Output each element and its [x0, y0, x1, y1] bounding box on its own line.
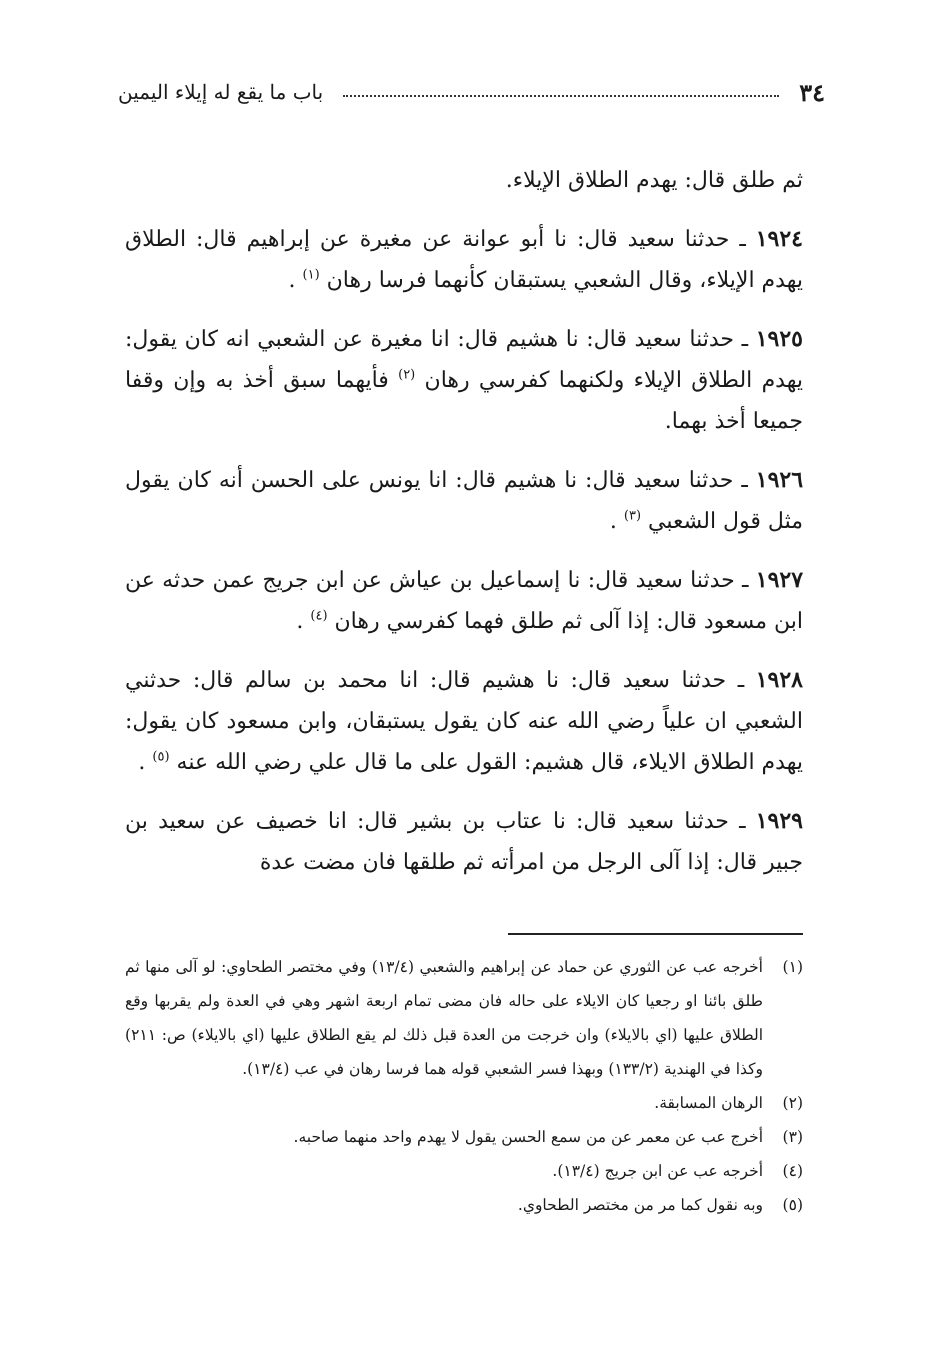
- hadith-tail: .: [288, 268, 296, 293]
- footnote: [125, 950, 803, 1086]
- hadith-paragraph: [125, 219, 803, 301]
- footnotes: [125, 950, 803, 1222]
- footnote-ref[interactable]: (١): [302, 267, 320, 283]
- hadith-text: ـ حدثنا سعيد قال: نا هشيم قال: انا محمد بن سالم قال: حدثني الشعبي ان علياً رضي الله عنه كان يقول يستبقان، وابن مسعود كان يقول: يهدم الطلاق الايلاء، قال هشيم: القول على ما قال علي رضي الله عنه: [125, 668, 803, 775]
- hadith-tail: .: [296, 609, 304, 634]
- hadith-text: ـ حدثنا سعيد قال: نا هشيم قال: انا يونس على الحسن أنه كان يقول مثل قول الشعبي: [125, 468, 803, 534]
- hadith-paragraph: [125, 460, 803, 542]
- hadith-paragraph: [125, 319, 803, 442]
- footnote-text: أخرج عب عن معمر عن من سمع الحسن يقول لا يهدم واحد منهما صاحبه.: [293, 1128, 763, 1146]
- footnote-number: (٣): [782, 1128, 803, 1146]
- hadith-text: ـ حدثنا سعيد قال: نا هشيم قال: انا مغيرة عن الشعبي انه كان يقول: يهدم الطلاق الإيلاء ولكنهما كفرسي رهان: [125, 327, 803, 393]
- footnote: [125, 1086, 803, 1120]
- hadith-number: ١٩٢٩: [755, 808, 803, 834]
- footnote: [125, 1188, 803, 1222]
- hadith-tail: .: [609, 509, 617, 534]
- footnote-number: (١): [782, 958, 803, 976]
- hadith-tail: .: [138, 750, 146, 775]
- hadith-paragraph: [125, 560, 803, 642]
- hadith-tail: فأيهما سبق أخذ به وإن وقفا جميعا أخذ بهما.: [125, 368, 803, 434]
- footnote-ref[interactable]: (٢): [398, 367, 416, 383]
- hadith-number: ١٩٢٥: [755, 326, 803, 352]
- hadith-number: ١٩٢٨: [755, 667, 803, 693]
- hadith-number: ١٩٢٦: [755, 467, 804, 493]
- footnote-text: الرهان المسابقة.: [654, 1094, 763, 1112]
- intro-paragraph: ثم طلق قال: يهدم الطلاق الإيلاء.: [505, 168, 803, 193]
- hadith-text: ـ حدثنا سعيد قال: نا إسماعيل بن عياش عن ابن جريج عمن حدثه عن ابن مسعود قال: إذا آلى ثم طلق فهما كفرسي رهان: [125, 568, 803, 634]
- footnote-text: وبه نقول كما مر من مختصر الطحاوي.: [517, 1196, 763, 1214]
- hadith-number: ١٩٢٤: [755, 226, 803, 252]
- footnote-number: (٥): [782, 1196, 803, 1214]
- footnote-ref[interactable]: (٥): [152, 749, 170, 765]
- footnote-number: (٢): [782, 1094, 803, 1112]
- page-header: [118, 72, 825, 112]
- hadith-paragraph: [125, 801, 803, 883]
- footnote: [125, 1154, 803, 1188]
- running-title: باب ما يقع له إيلاء اليمين: [118, 80, 324, 104]
- footnote-ref[interactable]: (٤): [310, 608, 328, 624]
- main-text: [125, 160, 803, 901]
- hadith-text: ـ حدثنا سعيد قال: نا عتاب بن بشير قال: انا خصيف عن سعيد بن جبير قال: إذا آلى الرجل من امرأته ثم طلقها فان مضت عدة: [125, 809, 803, 875]
- hadith-text: ـ حدثنا سعيد قال: نا أبو عوانة عن مغيرة عن إبراهيم قال: الطلاق يهدم الإيلاء، وقال الشعبي يستبقان كأنهما فرسا رهان: [125, 227, 803, 293]
- footnote: [125, 1120, 803, 1154]
- footnote-divider: [508, 933, 803, 935]
- hadith-number: ١٩٢٧: [755, 567, 804, 593]
- footnote-text: أخرجه عب عن ابن جريج (١٣/٤).: [552, 1162, 763, 1180]
- header-dotted-leader: [343, 95, 779, 97]
- hadith-paragraph: [125, 660, 803, 783]
- footnote-text: أخرجه عب عن الثوري عن حماد عن إبراهيم والشعبي (١٣/٤) وفي مختصر الطحاوي: لو آلى منها ثم طلق بائنا او رجعيا كان الايلاء على حاله فان مضى تمام اربعة اشهر وهي في العدة ولم يقربها وقع الطلاق عليها (اي بالايلاء) وان خرجت من العدة قبل ذلك لم يقع الطلاق عليها (اي بالايلاء) ص: ٢١١) وكذا في الهندية (١٣٣/٢) وبهذا فسر الشعبي قوله هما فرسا رهان في عب (١٣/٤).: [125, 958, 763, 1078]
- footnote-ref[interactable]: (٣): [623, 508, 642, 524]
- footnote-number: (٤): [782, 1162, 803, 1180]
- page-number: ٣٤: [799, 77, 825, 107]
